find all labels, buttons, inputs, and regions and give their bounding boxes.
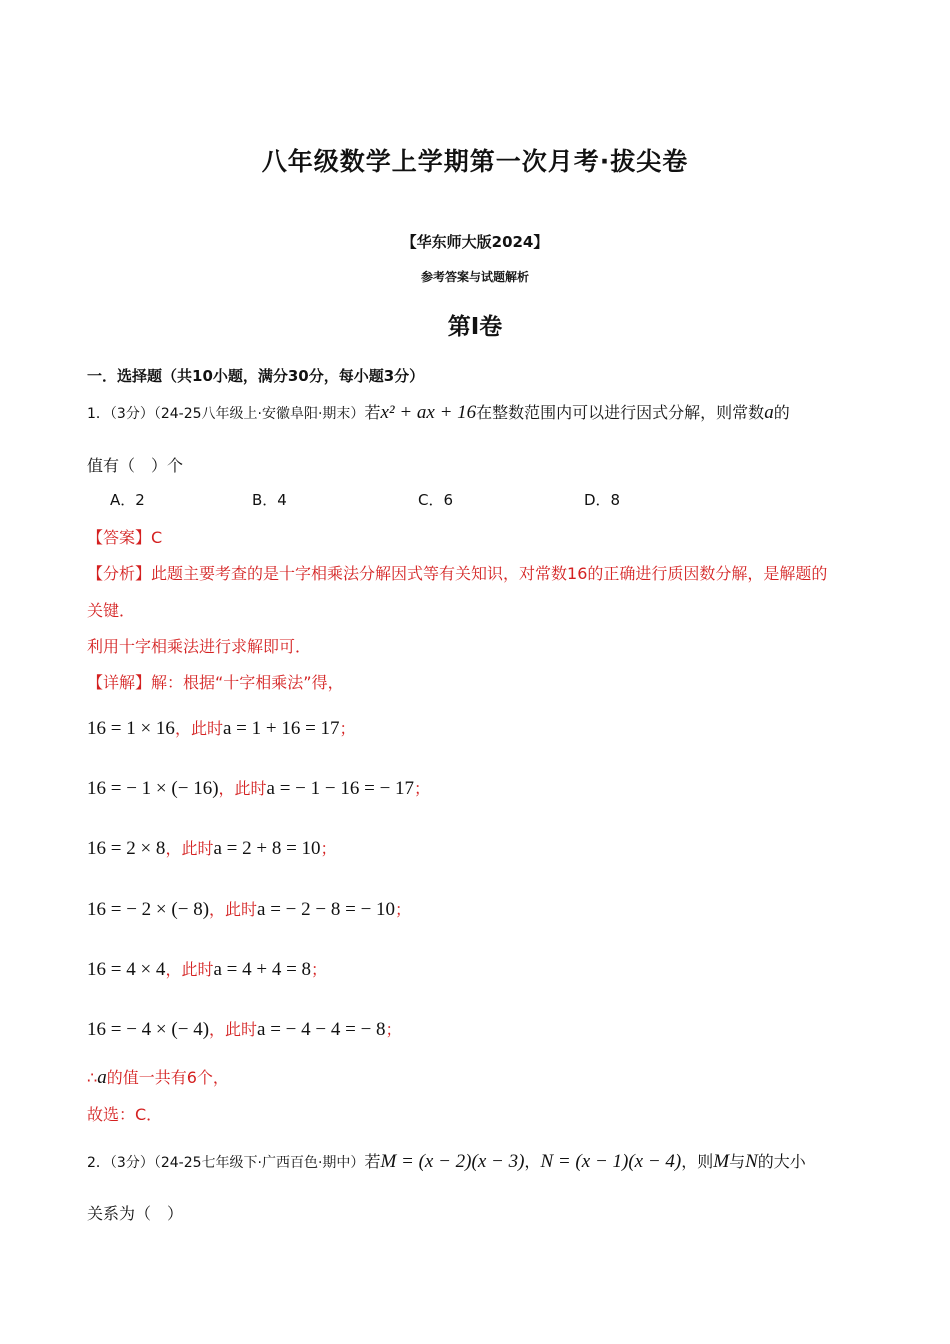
q1-step-4	[87, 897, 411, 921]
q1-step-3	[87, 836, 337, 860]
q2-source: （24-25七年级下·广西百色·期中）	[153, 1155, 365, 1171]
q2-stem-pre: 若	[364, 1152, 381, 1171]
q1-option-d[interactable]: D．8	[584, 491, 621, 509]
step-result: a = − 2 − 8 = − 10	[257, 899, 396, 920]
q1-analysis-line2: 关键．	[87, 601, 136, 620]
q1-number: 1．	[87, 406, 110, 422]
q1-step-5	[87, 957, 327, 981]
q1-choice: 故选：C．	[87, 1105, 163, 1124]
answer-tag: 【答案】	[87, 528, 152, 547]
q2-expression-n: N = (x − 1)(x − 4)	[540, 1151, 682, 1172]
q1-step-1	[87, 716, 356, 740]
step-result: a = 1 + 16 = 17	[222, 718, 340, 739]
step-equation: 16 = − 1 × (− 16)	[87, 778, 219, 799]
q1-stem-end: 的	[773, 403, 790, 422]
q1-stem-expression: x² + ax + 16	[380, 402, 477, 423]
step-mid: ，此时	[174, 719, 223, 738]
step-mid: ，此时	[209, 900, 258, 919]
step-mid: ，此时	[218, 779, 267, 798]
step-mid: ，此时	[209, 1020, 258, 1039]
page-title: 八年级数学上学期第一次月考·拔尖卷	[261, 147, 689, 176]
q1-analysis-line1	[87, 561, 827, 584]
conclusion-text: 的值一共有6个，	[106, 1068, 229, 1087]
q1-stem-line1	[87, 400, 790, 424]
edition-label: 【华东师大版2024】	[401, 233, 549, 251]
q2-expression-m: M = (x − 2)(x − 3)	[380, 1151, 525, 1172]
step-end: ；	[385, 1020, 402, 1039]
detail-tag: 【详解】	[87, 673, 152, 692]
q1-source: （24-25八年级上·安徽阜阳·期末）	[153, 406, 365, 422]
q1-detail-intro	[87, 670, 344, 693]
q2-stem-line1	[87, 1149, 806, 1173]
q1-stem-variable: a	[764, 402, 774, 423]
step-equation: 16 = 4 × 4	[87, 959, 166, 980]
step-result: a = − 1 − 16 = − 17	[266, 778, 415, 799]
q1-step-2	[87, 776, 430, 800]
step-end: ；	[339, 719, 356, 738]
volume-heading: 第Ⅰ卷	[447, 314, 503, 340]
q2-variable-n: N	[745, 1151, 758, 1172]
step-end: ；	[395, 900, 412, 919]
step-result: a = 4 + 4 = 8	[213, 959, 312, 980]
q2-stem-mid: ，则	[681, 1152, 714, 1171]
q1-stem-mid: 在整数范围内可以进行因式分解，则常数	[476, 403, 765, 422]
step-equation: 16 = 2 × 8	[87, 838, 166, 859]
q1-conclusion	[87, 1065, 229, 1089]
subtitle: 参考答案与试题解析	[420, 270, 529, 284]
answer-value: C	[151, 528, 163, 547]
conclusion-variable: a	[97, 1067, 107, 1088]
step-result: a = 2 + 8 = 10	[213, 838, 321, 859]
q2-score: （3分）	[109, 1155, 154, 1171]
step-equation: 16 = − 2 × (− 8)	[87, 899, 210, 920]
q2-variable-m: M	[713, 1151, 730, 1172]
q1-analysis-line3: 利用十字相乘法进行求解即可．	[87, 637, 312, 656]
q1-stem-pre: 若	[364, 403, 381, 422]
q1-option-b[interactable]: B．4	[252, 491, 287, 509]
q1-stem-line2: 值有（ ）个	[87, 456, 184, 475]
q1-answer	[87, 525, 162, 548]
step-equation: 16 = 1 × 16	[87, 718, 175, 739]
q2-number: 2．	[87, 1155, 110, 1171]
q2-stem-end: 的大小	[757, 1152, 806, 1171]
step-mid: ，此时	[165, 839, 214, 858]
q1-option-a[interactable]: A．2	[110, 491, 145, 509]
step-end: ；	[311, 960, 328, 979]
therefore-symbol: ∴	[87, 1068, 98, 1087]
analysis-text: 此题主要考查的是十字相乘法分解因式等有关知识，对常数16的正确进行质因数分解，是解题的	[151, 564, 828, 583]
step-result: a = − 4 − 4 = − 8	[257, 1019, 386, 1040]
detail-text: 解：根据“十字相乘法”得，	[151, 673, 344, 692]
step-end: ；	[414, 779, 431, 798]
q1-score: （3分）	[109, 406, 154, 422]
step-equation: 16 = − 4 × (− 4)	[87, 1019, 210, 1040]
q1-step-6	[87, 1017, 402, 1041]
step-mid: ，此时	[165, 960, 214, 979]
step-end: ；	[320, 839, 337, 858]
q1-option-c[interactable]: C．6	[418, 491, 454, 509]
q2-stem-line2: 关系为（ ）	[87, 1204, 184, 1223]
analysis-tag: 【分析】	[87, 564, 152, 583]
section-heading: 一．选择题（共10小题，满分30分，每小题3分）	[87, 367, 425, 385]
q2-stem-and: 与	[729, 1152, 746, 1171]
q2-separator: ，	[524, 1152, 541, 1171]
